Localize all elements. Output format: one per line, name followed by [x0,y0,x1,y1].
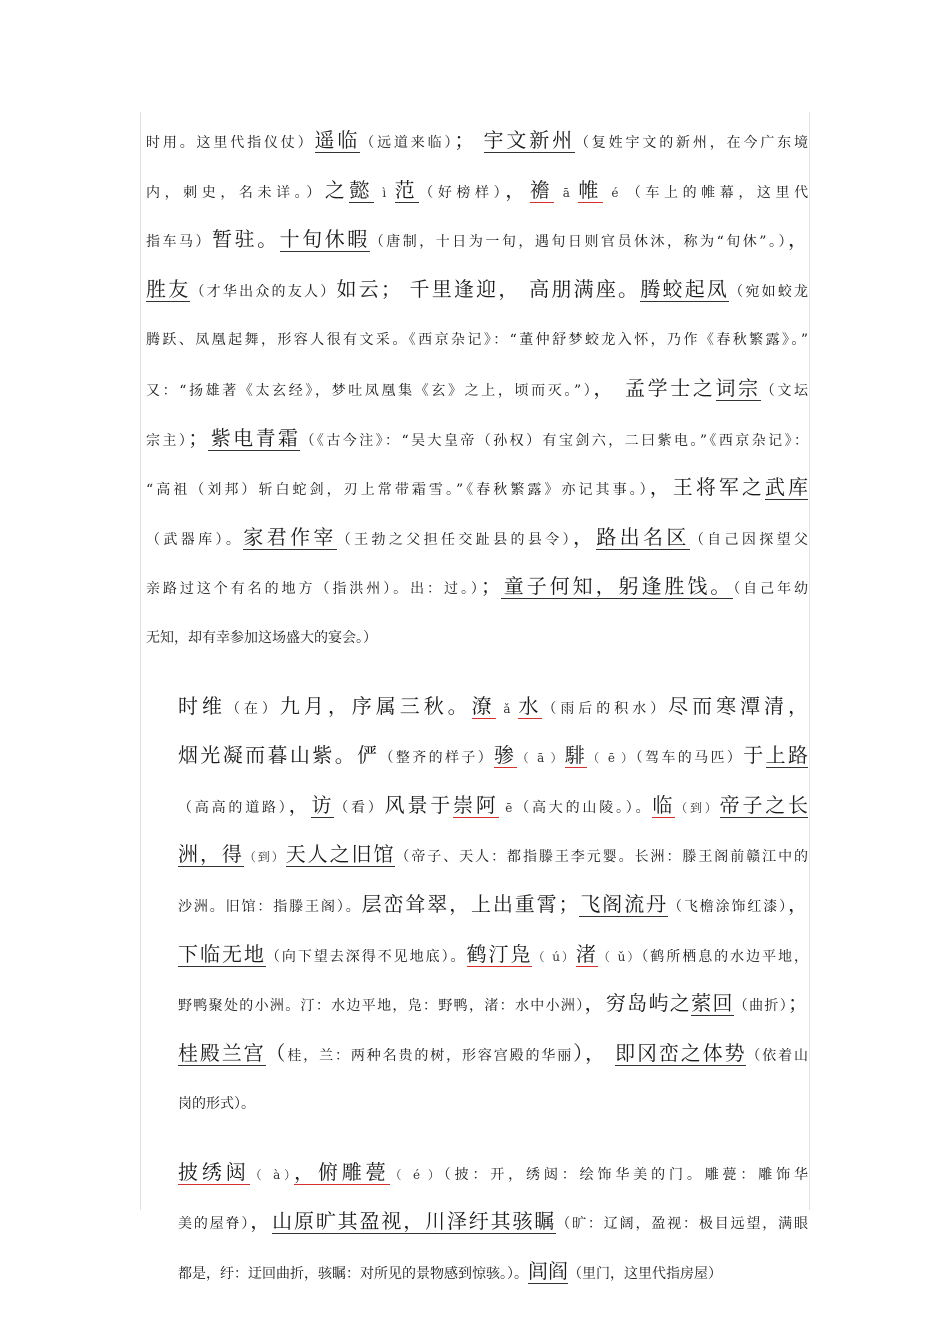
key-phrase: 襜 [529,177,555,202]
text-line [146,562,808,612]
text-line [146,1247,808,1297]
main-text: ， [250,1209,273,1234]
pinyin-hint: （ ú） [532,949,576,964]
annotation-note: （驾车的马匹） [635,750,744,767]
underlined-phrase: 飞阁流丹 [578,891,668,916]
text-line [146,731,808,781]
text-line [146,364,808,414]
annotation-note: 美的屋脊） [178,1216,251,1233]
underlined-phrase: 帝子之长 [719,792,808,817]
annotation-note: （好榜样） [419,184,506,201]
annotation-note: 野鸭聚处的小洲。汀：水边平地，凫：野鸭，渚：水中小洲） [178,998,585,1015]
annotation-note: （雨后的积水） [542,700,669,717]
annotation-note: （向下望去深得不见地底）。 [265,948,467,965]
pinyin-hint: （ ǔ） [597,949,642,964]
annotation-note: （武器库）。 [146,531,244,548]
key-phrase: 潦 [471,693,496,718]
main-text: 九月，序属三秋。 [279,693,472,718]
text-line [146,513,808,563]
text-line [146,215,808,265]
annotation-note: （文坛 [760,382,808,399]
annotation-note: 宗主） [146,432,189,449]
main-text: ， [288,792,312,817]
underlined-phrase: 遥临 [314,128,361,152]
annotation-note: （高高的道路） [178,799,289,816]
underlined-phrase: 紫电青霜 [208,425,301,450]
annotation-note: 时用。这里代指仪仗） [146,135,315,151]
annotation-note: （宛如蛟龙 [729,283,808,300]
main-text: 于 [743,743,766,768]
annotation-note: （鹤所栖息的水边平地， [641,948,808,965]
text-line [146,1197,808,1247]
pinyin-hint: （到） [243,850,286,865]
text-line [146,1148,808,1198]
annotation-note: （帝子、天人：都指滕王李元婴。长洲：滕王阁前赣江中的 [395,849,808,866]
paragraph [146,1148,808,1297]
annotation-note: （车上的帷幕，这里代 [626,184,808,201]
annotation-note: （整齐的样子） [379,750,495,767]
key-phrase: 渚 [575,941,598,966]
text-line [146,116,808,166]
main-text: ，王将军之 [649,475,765,500]
main-text: ）， [573,1040,616,1065]
pinyin-hint: ǎ [495,701,519,716]
main-text: ； [454,128,484,152]
main-text: ， [788,891,808,916]
text-line [146,979,808,1029]
annotation-note: （在） [225,700,280,717]
key-phrase: 临 [652,792,676,817]
text-line [146,166,808,216]
main-text: ； [188,425,209,450]
text-line [146,682,808,732]
annotation-note: “高祖（刘邦）斩白蛇剑，刃上常带霜雪。”《春秋繁露》亦记其事。） [146,482,650,499]
main-text: ， [505,177,530,202]
key-phrase: 水 [518,693,543,718]
pinyin-hint: （到） [675,800,720,815]
underlined-phrase: 武库 [764,475,808,500]
underlined-phrase: 范 [394,177,420,202]
document-body [146,116,808,1297]
pinyin-hint: （ ā ） [516,751,565,766]
text-line [146,612,808,662]
pinyin-hint: （ ē ） [587,751,636,766]
text-line [146,781,808,831]
paragraph [146,116,808,662]
main-text: 暂驻。 [212,227,280,252]
annotation-note: （飞檐涂饰红漆） [667,898,789,915]
underlined-phrase: 宇文新州 [483,128,575,152]
main-text: 时维 [178,693,226,718]
annotation-note: （里门，这里代指房屋） [568,1266,722,1283]
annotation-note: 指车马） [146,234,213,251]
underlined-phrase: 洲，得 [178,842,244,867]
key-phrase: 崇阿 [453,792,499,817]
pinyin-hint: é [602,185,627,200]
text-line [146,1029,808,1079]
annotation-note: （王勃之父担任交趾县的县令） [336,531,573,548]
text-line [146,463,808,513]
underlined-phrase: 即冈峦之体势 [615,1040,747,1065]
underlined-phrase: 懿 [349,177,375,202]
underlined-phrase: 路出名区 [596,524,690,549]
text-line [146,830,808,880]
underlined-phrase: 桂殿兰宫 [178,1040,266,1065]
text-line [146,314,808,364]
pinyin-hint: （ é ） [389,1167,444,1182]
annotation-note: 桂，兰：两种名贵的树，形容宫殿的华丽 [287,1047,574,1064]
pinyin-hint: ā [554,185,579,200]
main-text: 层峦耸翠，上出重霄； [361,891,579,916]
annotation-note: 岗的形式）。 [178,1096,255,1113]
underlined-phrase: 腾蛟起凤 [640,276,730,301]
annotation-note: （披：开，绣闼：绘饰华美的门。雕甍：雕饰华 [443,1166,808,1183]
main-text: ， 孟学士之 [593,375,716,400]
main-text: 风景于 [384,792,454,817]
key-phrase: 鹤汀凫 [466,941,533,966]
underlined-phrase: 胜友 [146,276,191,301]
underlined-phrase: 十旬休暇 [279,227,370,252]
underlined-phrase: 闾阎 [528,1259,568,1284]
annotation-note: （自己因探望父 [689,531,808,548]
underlined-phrase: 词宗 [715,375,761,400]
main-text: （ [265,1040,288,1065]
text-line [146,1078,808,1128]
pinyin-hint: ē [498,800,513,815]
main-text: ； [788,991,808,1016]
main-text: ， [788,227,808,252]
annotation-note: （曲折） [733,998,789,1015]
pinyin-hint: （ à） [249,1167,295,1182]
annotation-note: （《古今注》：“吴大皇帝（孙权）有宝剑六，二曰紫电。”《西京杂记》： [300,432,808,449]
annotation-note: 内，刺史，名未详。） [146,184,325,201]
annotation-note: （旷：辽阔，盈视：极目远望，满眼 [556,1216,808,1233]
key-phrase: ，俯雕甍 [294,1159,390,1184]
underlined-phrase: 山原旷其盈视，川泽纡其骇瞩 [272,1209,557,1234]
underlined-phrase: 萦回 [691,991,734,1016]
text-line [146,414,808,464]
text-line [146,930,808,980]
text-line [146,265,808,315]
underlined-phrase: 访 [311,792,335,817]
key-phrase: 帷 [578,177,603,202]
annotation-note: （依着山 [746,1047,808,1064]
main-text: ； [480,574,501,599]
key-phrase: 騑 [564,743,588,768]
main-text: 之 [324,177,350,202]
annotation-note: 都是，纡：迂回曲折，骇瞩：对所见的景物感到惊骇。）。 [178,1266,528,1283]
underlined-phrase: 家君作宰 [243,524,337,549]
annotation-note: （唐制，十日为一旬，遇旬日则官员休沐，称为“旬休”。） [369,234,789,251]
main-text: 如云； 千里逢迎， 高朋满座。 [336,276,641,301]
annotation-note: （才华出众的友人） [190,283,337,300]
pinyin-hint: ì [374,185,395,200]
key-phrase: 披绣闼 [178,1159,250,1184]
annotation-note: 又：“扬雄著《太玄经》，梦吐凤凰集《玄》之上，顷而灭。”） [146,382,594,399]
annotation-note: （复姓宇文的新州，在今广东境 [574,135,808,151]
annotation-note: （高大的山陵。）。 [512,799,653,816]
annotation-note: （自己年幼 [733,581,808,598]
paragraph [146,682,808,1128]
main-text: ，穷岛屿之 [584,991,692,1016]
main-text: 尽而寒潭清， [668,693,808,718]
annotation-note: 无知，却有幸参加这场盛大的宴会。） [146,629,377,646]
underlined-phrase: 天人之旧馆 [285,842,396,867]
main-text: ， [572,524,597,549]
annotation-note: 腾跃、凤凰起舞，形容人很有文采。《西京杂记》：“董仲舒梦蛟龙入怀，乃作《春秋繁露》。” [146,332,808,349]
underlined-phrase: 童子何知，躬逢胜饯。 [500,574,734,599]
key-phrase: 骖 [494,743,517,768]
text-line [146,880,808,930]
underlined-phrase: 上路 [765,743,808,768]
main-text: 烟光凝而暮山紫。俨 [178,743,380,768]
underlined-phrase: 下临无地 [178,941,266,966]
annotation-note: （远道来临） [360,135,455,151]
annotation-note: 沙洲。旧馆：指滕王阁）。 [178,898,362,915]
annotation-note: （看） [334,799,385,816]
annotation-note: 亲路过这个有名的地方（指洪州）。出：过。） [146,581,481,598]
